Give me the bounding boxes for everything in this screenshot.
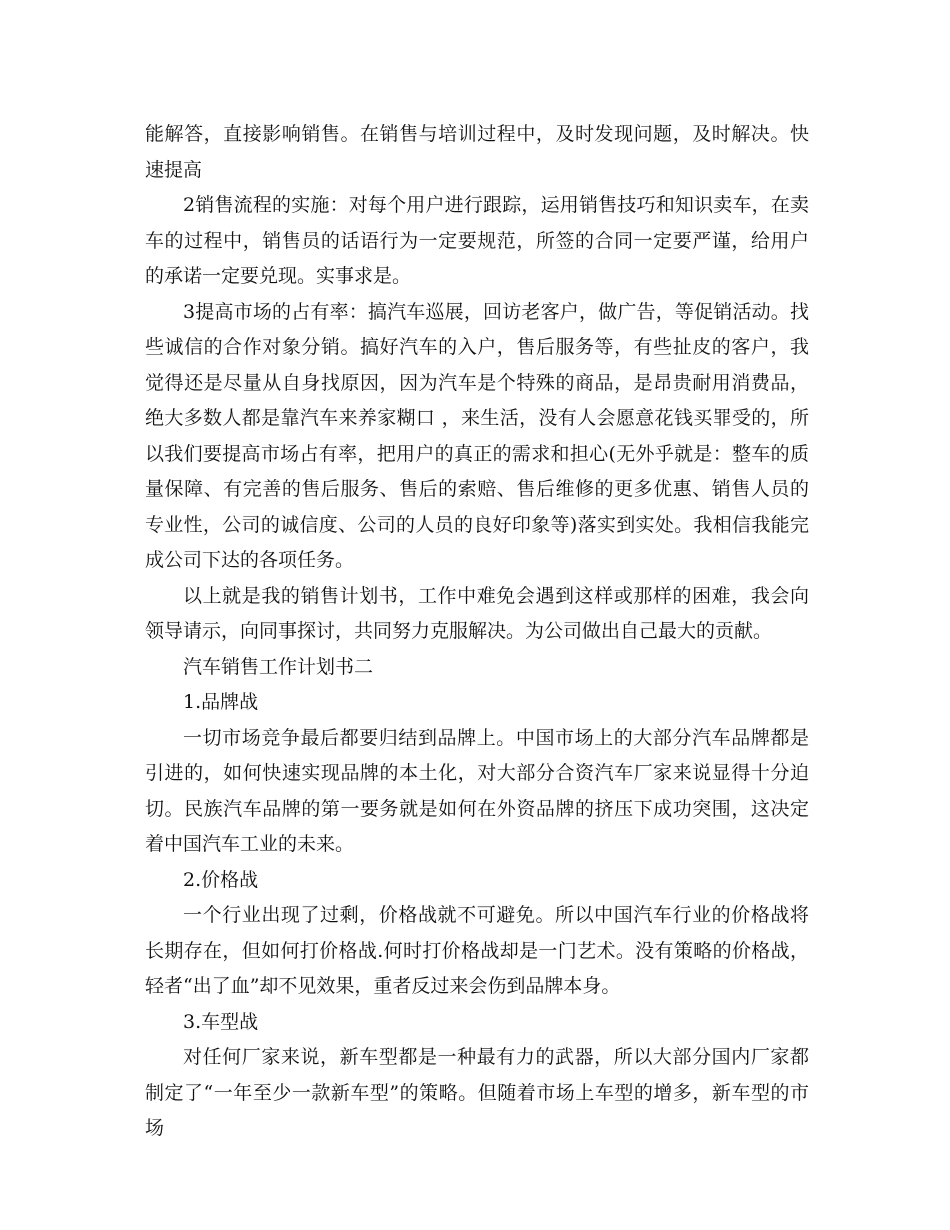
paragraph-4: 以上就是我的销售计划书，工作中难免会遇到这样或那样的困难，我会向领导请示，向同事探讨，共同努力克服解决。为公司做出自己最大的贡献。 [145,584,809,642]
section-heading: 汽车销售工作计划书二 [183,655,374,678]
paragraph-brand-war: 一切市场竞争最后都要归结到品牌上。中国市场上的大部分汽车品牌都是引进的，如何快速实现品牌的本土化，对大部分合资汽车厂家来说显得十分迫切。民族汽车品牌的第一要务就是如何在外资品牌的挤压下成功突围，这决定着中国汽车工业的未来。 [145,726,809,855]
subheading-price-war: 2.价格战 [183,868,259,891]
paragraph-1: 能解答，直接影响销售。在销售与培训过程中，及时发现问题，及时解决。快速提高 [145,123,809,181]
paragraph-3: 3提高市场的占有率：搞汽车巡展，回访老客户，做广告，等促销活动。找些诚信的合作对象分销。搞好汽车的入户，售后服务等，有些扯皮的客户，我觉得还是尽量从自身找原因，因为汽车是个特殊的商品，是昂贵耐用消费品，绝大多数人都是靠汽车来养家糊口 ，来生活，没有人会愿意花钱买罪受的，所以我们要提高市场占有率，把用户的真正的需求和担心(无外乎就是：整车的质量保障、有完善的售后服务、售后的索赔、售后维修的更多优惠、销售人员的专业性，公司的诚信度、公司的人员的良好印象等)落实到实处。我相信我能完成公司下达的各项任务。 [145,300,809,571]
paragraph-model-war: 对任何厂家来说，新车型都是一种最有力的武器，所以大部分国内厂家都制定了“一年至少一款新车型”的策略。但随着市场上车型的增多，新车型的市场 [145,1046,809,1139]
paragraph-price-war: 一个行业出现了过剩，价格战就不可避免。所以中国汽车行业的价格战将长期存在，但如何打价格战.何时打价格战却是一门艺术。没有策略的价格战，轻者“出了血”却不见效果，重者反过来会伤到品牌本身。 [145,904,809,997]
subheading-brand-war: 1.品牌战 [183,691,259,713]
document-body [145,117,809,1147]
paragraph-2: 2销售流程的实施：对每个用户进行跟踪，运用销售技巧和知识卖车，在卖车的过程中，销售员的话语行为一定要规范，所签的合同一定要严谨，给用户的承诺一定要兑现。实事求是。 [145,194,809,287]
subheading-model-war: 3.车型战 [183,1010,259,1033]
